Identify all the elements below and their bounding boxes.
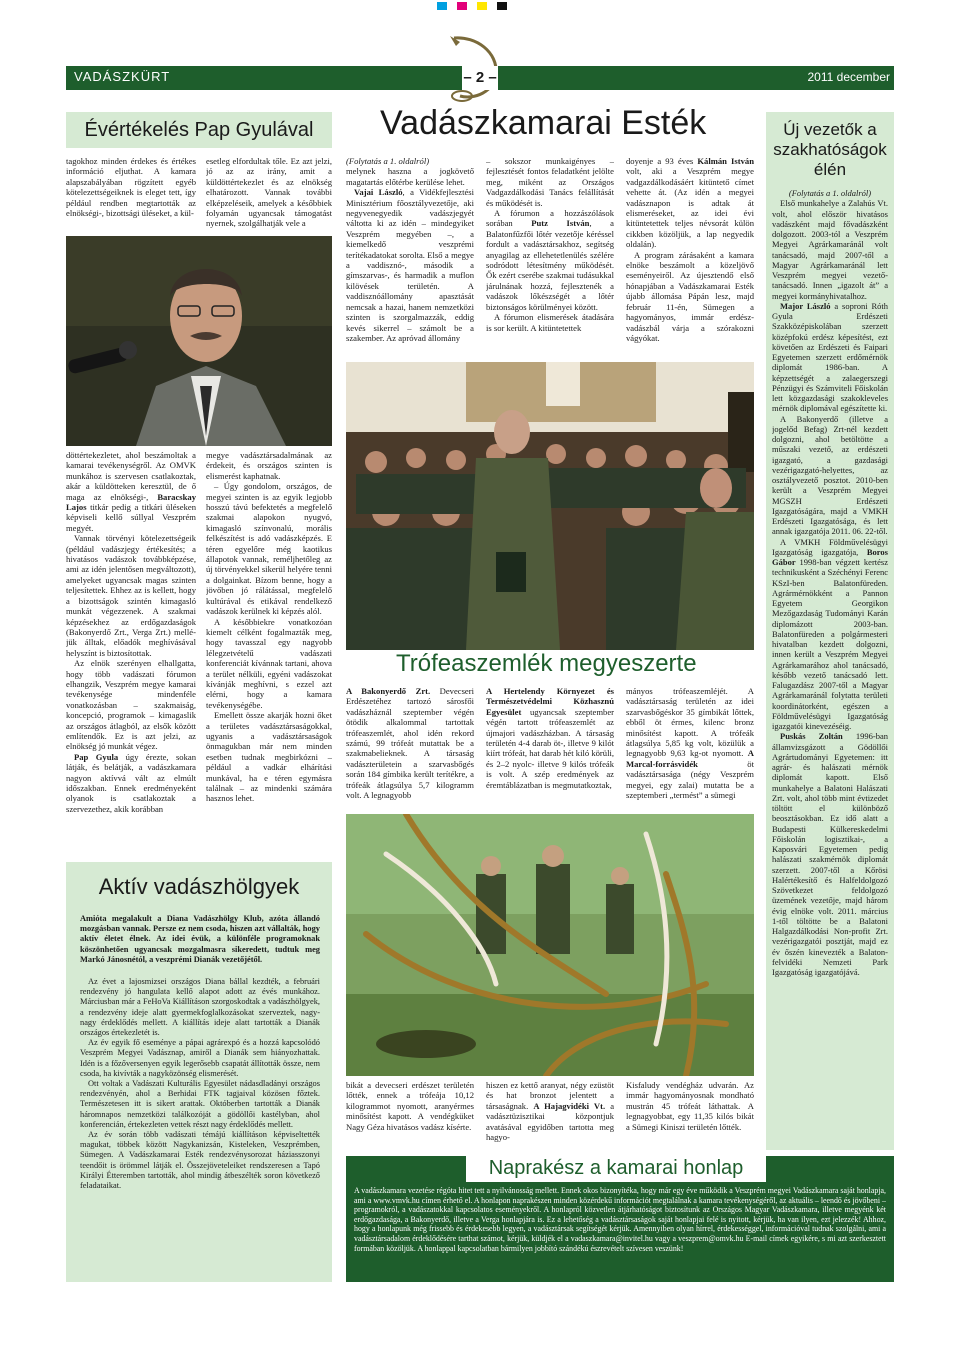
new-leaders-title: Új vezetők a szakhatóságok élén <box>773 120 887 179</box>
person-name: Puskás Zoltán <box>780 731 843 742</box>
evaluation-col1-top <box>66 156 196 232</box>
website-title: Naprakész a kamarai honlap <box>488 1157 744 1179</box>
person-name: Putz István <box>531 218 590 229</box>
evaluation-col2-top-text: esetleg elfordultak tőle. Ez azt jelzi, jó az az irány, amit a küldöttértekezlet és az elnökség elhatározott. Vannak további elképzeléseik, amelyek a későbbiek folyamán ugyancsak támogatást nyernek, szolgálhatják vele a <box>206 156 332 229</box>
continued-note: (Folytatás a 1. oldalról) <box>346 156 430 166</box>
evaluation-col1-top-text: tagokhoz minden érdekes és értékes információ eljuthat. A kamara alapszabályában rögzített egyéb kötelezettségeiknek is eleget tett, így például rendben megtartották az elnökségi-, bizottsági üléseket, a kül- <box>66 156 196 219</box>
evaluation-text: Az elnök szerényen elhallgatta, hogy több vadászati fórumon elhangzik, Veszprém megye kamarai tevékenysége mindenféle vonatkozásban – szakmaiság, koncepció, programok – kimagaslik az országos átlagból, az elsők között említendők. Ez is azt jelzi, az elnökség jó munkát végez. <box>66 658 196 752</box>
portrait-photo <box>66 236 332 446</box>
person-name: Kálmán István <box>697 156 754 166</box>
women-box <box>66 862 332 1282</box>
evaluation-text: titkár pedig a titkári üléseken képviseli kellő súllyal Veszprém megyét. <box>66 502 196 533</box>
header-brand: VADÁSZKÜRT <box>74 69 171 84</box>
audience-photo <box>346 362 754 650</box>
trophy-text: Kisfaludy vendégház udvarán. Az immár hagyományosnak mondható mustrán 45 trófeát láthattak. A legnagyobbat, egy 11,35 kilós bikát a Sümegi Kiniszi területén lőtték. <box>626 1080 754 1132</box>
trophy-text: Devecseri Erdészetéhez tartozó sárosfői vadászháznál szeptember végén ötödik alkalommal tartottak trófeaszemlét, ahol idén rekord számú, 99 trófeát mutattak be a szakmabelieknek. A társaság vadászterületein a szarvasbőgés során 184 gímbika került terítékre, a trófeák átlagsúlya 5,7 kilogramm volt. A legnagyobb <box>346 686 474 801</box>
trophy-text: hiszen ez kettő aranyat, négy ezüstöt és hat bronzot jelentett a társaságnak. <box>486 1080 614 1111</box>
website-text: A vadászkamara vezetése régóta hitet tett a nyilvánosság mellett. Ennek okos bizonyítéka, hogy már egy éve működik a Veszprém megyei Vadászkamara saját honlapja, ami a www.vmvk.hu címen érhető el. A honlapon naprakészen minden közérdekű információt megtalálnak a kamara tevékenységéről, az aktuális – leendő és jövőbeni – programokról, a vadászatokkal kapcsolatos eseményekről. A honlapról közvetlen átjárhatóságot biztosítunk az Országos Magyar Vadászkamara, illetve megyénk két erdőgazdasága, a Bakonyerdő, illetve a Verga honlapjára is. Ez a lehetőség a vadásztársaságok saját honlapjai felé is nyitott, kérjük, ha van ilyen, ezt jelezzék! Ahhoz, hogy a honlapunk még frissebb és érdekesebb legyen, a vadásztársak segítségét kérjük. Amennyiben olyan hírrel, érdekességgel, információval tudnak szolgálni, ami a vadásztársadalom érdeklődésére tarthat számot, kérjük, küldjék el a vadaszkamara@invitel.hu vagy a veszprem@omvk.hu E-mail címek egyikére, s mi azt szerkesztett formában közöljük. A honlappal kapcsolatban bármilyen jobbító szándékú észrevételt szívesen veszünk! <box>354 1186 886 1253</box>
new-leaders-text: A Bakonyerdő (illetve a jogelőd Befag) Zrt-nél kezdett dolgozni, ahol betöltötte a műszaki vezető, az erdészeti igazgató, a gazdasági vezérigazgató-helyettes, az osztályvezető posztot. 2010-ben került a Veszprém Megyei MGSZH Erdészeti Igazgatóságára, majd a VMKH Erdészeti Igazgatósága, és lett annak igazgatója 2011. 06. 22-től. <box>772 413 888 537</box>
est-text: A program zárásaként a kamara elnöke beszámolt a közeljövő eseményeiről. Az újesztendő első hónapjában a Vadászkamarai Esték újabb állomása Pápán lesz, majd február 11-én, Sümegen a hagyományos, immár erdész-vadászbál várja a szórakozni vágyókat. <box>626 249 754 343</box>
evaluation-text: úgy érezte, sokan látják, és belátják, a vadászkamara nagyon aktívvá vált az elmúlt időszakban. Ennek eredményeként olyanok is csatlakoztak a szervezethez, akik korábban <box>66 751 196 814</box>
evaluation-text: Vannak törvényi kötelezettségeik (például vadászjegy értékesítés; a hivatásos vadászok továbbképzése, ami az idén jelentősen megváltozott), amelyeket ugyancsak magas szinten teljesítettek. Ehhez az is kellett, hogy a bizottságok szintén kimagasló munkát végezzenek. A szakmai képzésekhez az erdőgazdaságok (Bakonyerdő Zrt., Verga Zrt.) melléjük álltak, előadók meghívásával helyszínt is biztosítottak. <box>66 533 196 658</box>
evaluation-col1-bottom <box>66 450 196 852</box>
women-lead: Amióta megalakult a Diana Vadászhölgy Klub, azóta állandó mozgásban vannak. Persze ez nem csoda, hiszen azt vállalták, hogy aktív életet élnek. Az idei évük, a különféle programoknak köszönhetően ugyancsak mozgalmasra sikeredett, tudtuk meg Markó Jánosnétól, a veszprémi Dianák vezetőjétől. <box>80 914 320 964</box>
trophy-text: ugyancsak szeptember végén tartott trófeaszemlét az újmajori vadászházban. A társaság területén 4-4 darab öt-, illetve 9 kilót kiírt trófeát, hat darab hét kiló körüli, és 2–2 nyolc- illetve 9 kilós trófeák is volt. A szép eredmények az éremtáblázatban is megmutatkoztak, <box>486 706 614 790</box>
evaluation-col2-top <box>206 156 332 232</box>
new-leaders-text: 1996-ban államvizsgázott a Gödöllői Agrártudományi Egyetemen: itt agrár- és halászati mérnök diplomát kapott. Első munkahelye a Balatoni Halászati Zrt. volt, ahol több mint évtizedet töltött el különböző beosztásokban. Ez idő alatt a Budapesti Külkereskedelmi Főiskolán logisztikai-, a Kaposvári Egyetemen pedig halászati szakmérnök diplomát szerzett. 2007-től a Kőrösi Halértékesítő és Halfeldolgozó Szövetkezet feldolgozó üzemének vezetője, majd három évig elnöke volt. 2011. március 1-től töltötte be a Balatoni Halgazdálkodási Non-profit Zrt. vezérigazgatói posztját, majd ez év őszén kinevezték a Balaton-felvidéki Nemzeti Park Igazgatóság igazgatójává. <box>772 731 888 977</box>
issue-date: 2011 december <box>807 70 890 84</box>
color-registration-marks <box>437 2 507 10</box>
trophy-col2 <box>486 686 614 812</box>
person-name: Major László <box>780 300 831 311</box>
trophy-col1 <box>346 686 474 812</box>
trophy-text: mányos trófeaszemléjét. A vadásztársaság területén az idei szarvasbőgéskor 35 gímbikát lőttek, ebből öt érmes, kilenc bronz minősítést kapott. A trófeák átlagsúlya 5,85 kg volt, közülük a legnagyobb 9,63 kg-ot nyomott. <box>626 686 754 759</box>
trophy-photo <box>346 814 754 1076</box>
new-leaders-body <box>772 188 888 1148</box>
est-col2 <box>486 156 614 356</box>
person-name: Vajai László <box>354 187 403 198</box>
evaluation-col2-bottom <box>206 450 332 852</box>
evaluation-text: megye vadásztársadalmának az érdekeit, és országos szinten is elismerést kaphatnak. <box>206 450 332 481</box>
evaluation-text: – Úgy gondolom, országos, de megyei szinten is az egyik legjobb hosszú távú befektetés a megfelelő szakmai alapokon nyugvó, kimagasló színvonalú, morális felkészítést is adó vadászképzés. E téren egyelőre még kaotikus állapotok vannak, reméljhetőleg az új törvényekkel sikerül helyére tenni a dolgainkat. Bízom benne, hogy a jövőben jó rálátással, megfelelő kultúrával és etikával rendelkező vadászok kerülnek ki képzés alól. <box>206 481 332 617</box>
continued-note: (Folytatás a 1. oldalról) <box>788 188 872 198</box>
trophy-bottom2 <box>486 1080 614 1152</box>
women-title: Aktív vadászhölgyek <box>98 874 300 899</box>
organization-name: A Marcal-forrásvidék <box>626 748 754 769</box>
est-text: , a Vidékfejlesztési Minisztérium főosztályvezetője, aki negyvenegyedik vadászjegyét váltotta ki az idén – mindegyiket Veszprém megyében –, a kiemelkedő veszprémi terítékadatokat sorolta. Első a megye a vaddisznó-, második a gímszarvas-, és harmadik a muflon kilövések területén. A vaddisznóállomány apasztását nemcsak a hazai, hanem nemzetközi szinten is szorgalmazzák, eddig kevés sikerrel – számolt be a szakember. Az apróvad állomány <box>346 187 474 343</box>
trophy-bottom3 <box>626 1080 754 1152</box>
est-text: A fórumon elismerések átadására is sor került. A kitüntetettek <box>486 312 614 333</box>
website-body <box>354 1186 886 1278</box>
est-text: volt, aki a Veszprém megye vadgazdálkodásáért kitüntető címet vehette át. (Az idén a megyei vadásznapon is adtak át elismeréseket, az idei évi kitüntetettek teljes névsorát külön cikkben közöljük, a lap negyedik oldalán). <box>626 166 754 250</box>
evaluation-text: A későbbiekre vonatkozóan kiemelt célként fogalmazták meg, hogy tavasszal egy nagyobb lélegzetvételű vadászati konferenciát kívánnak tartani, ahova a terület nélküli, egyéni vadászokat kívánják meghívni, s ezzel azt elérni, hogy a kamara tevékenységébe. <box>206 616 332 710</box>
organization-name: A Hertelendy Környezet és Természetvédelmi Közhasznú Egyesület <box>486 686 614 717</box>
person-name: Baracskay Lajos <box>66 491 196 513</box>
evaluation-text: Emellett össze akarják hozni őket a területes vadásztársaságokkal, ugyanis a vadásztársaságok önmagukban már nem minden esetben tudnak megbirkózni – például a vadkár elhárítási munkával, ha e téren egymásra találnak – az mindenki számára hasznos lehet. <box>206 710 332 804</box>
evaluation-title-box <box>66 112 332 148</box>
new-leaders-text: a soproni Róth Gyula Erdészeti Szakközépiskolában szerzett középfokú erdész képesítést, ezt követően az Erdészeti és Faipari Egyetemen szerzett erdőmérnök diplomát 1986-ban. A képzettségét a zalaegerszegi Pénzügyi és Számviteli Főiskolán lett közgazdasági szakokleveles mérnök diplomával egészítette ki. <box>772 300 888 414</box>
new-leaders-text: 1998-ban végzett kertész technikusként a Széchényi Ferenc KSzI-ben Balatonfüreden. Agrármérnökként a Pannon Egyetem Georgikon Mezőgazdaság Tudományi Karán diplomázott 2003-ban. Balatonfüreden a polgármesteri hivatalban kezdett dolgozni, innen került a Veszprém Megyei Agrárkamarához ahol tanácsadó, később vezető tanácsadó lett. Falugazdász 2007-től a Magyar Agrárkamaránál folytatta területi koordinátorként, egészen a Földművelésügyi Igazgatóság igazgatói kinevezéséig. <box>772 557 888 731</box>
website-box <box>346 1156 894 1282</box>
women-text: Az év során több vadászati témájú kiállításon képviseltették magukat, többek között Nagykanizsán, Kisteleken, Veszprémben, Sümegen. A Vadászkamarai Esték rendezvénysorozat háziasszonyi teendőit is örömmel látják el. Összejöveteleiket rendszeresen a Tapó Királyi Étteremben tartották, ahol mindig átbeszélték soron következő feladataikat. <box>80 1130 320 1191</box>
trophy-bottom1 <box>346 1080 474 1152</box>
est-text: A fórumon a hozzászólások sorában <box>486 208 614 229</box>
evaluation-title: Évértékelés Pap Gyulával <box>84 119 314 141</box>
est-title: Vadászkamarai Esték <box>380 104 707 142</box>
est-col3 <box>626 156 754 356</box>
trophy-text: öt vadásztársasága (négy Veszprém megyei, egy zalai) mutatta be a szeptemberi „termést” a sümegi <box>626 758 754 801</box>
women-text: Ott voltak a Vadászati Kulturális Egyesület nádasdladányi országos rendezvényén, ahol a Berhidai FTK tagjaival közösen főztek. Természetesen itt is sikert arattak. Októberben tartották a Dianák háromnapos nemzetközi találkozóját a gödöllői kastélyban, ahol konferencián, értekezleten vettek részt nagy érdeklődés mellett. <box>80 1079 320 1129</box>
organization-name: A Hajagvidéki Vt. <box>533 1100 606 1111</box>
new-leaders-box <box>766 112 894 1150</box>
organization-name: A Bakonyerdő Zrt. <box>346 686 431 696</box>
evaluation-text: döttértekezletet, ahol beszámoltak a kamarai tevékenységről. Az OMVK munkához is szervesen csatlakoztak, akár a küldötteken keresztül, de ő maga az elnökségi-, <box>66 450 196 502</box>
est-col1 <box>346 156 474 356</box>
trophy-col3 <box>626 686 754 812</box>
est-text: doyenje a 93 éves <box>626 156 698 166</box>
page-number: – 2 – <box>462 66 498 90</box>
est-text: – sokszor munkaigényes – fejlesztését fontos feladatként jelölte meg, miként az Országos Vadgazdálkodási Tanács felállítását és működését is. <box>486 156 614 208</box>
new-leaders-text: Első munkahelye a Zalahús Vt. volt, ahol először hivatásos vadászként majd fővadászként dolgozott. 2003-tól a Veszprém Megyei Agrárkamaránál volt tanácsadó, majd 2007-től a Magyar Agrárkamaránál lett Veszprém megyei vezető-tanácsadó. Innen „igazolt át” a megyei kormányhivatalhoz. <box>772 198 888 301</box>
women-body <box>80 914 320 1278</box>
trophy-title: Trófeaszemlék megyeszerte <box>396 650 697 677</box>
person-name: Pap Gyula <box>74 751 119 762</box>
women-text: Az év egyik fő eseménye a pápai agrárexpó és a hozzá kapcsolódó Veszprém Megyei Vadásznap, amiről a Dianák sem hiányozhattak. Idén is a főzőversenyen egyik legerősebb csapatát állították össze, nem csoda, ha kivívták a nagyközönség elismerését. <box>80 1038 320 1078</box>
person-name: Boros Gábor <box>772 546 888 567</box>
est-text: , a Balatonfűzfői lőtér vezetője kéréssel fordult a vadásztársakhoz, segítség anyagilag az ellehetetlenülés szélére sodródott létesítmény működését. Ők ezért cserébe szakmai tudásukkal járulnának hozzá, fejlesztenék a vadászok lőkészségét a lőtér biztonságos körülményei között. <box>486 218 614 312</box>
women-text: Az évet a lajosmizsei országos Diana bállal kezdték, a februári rendezvény jó hangulata kellő alapot adott az évés munkához. Márciusban már a FeHoVa Kiállításon szorgoskodtak a vadászhölgyek, a rendezvény ideje alatt gyermekfoglalkozásokat szerveztek, nagy-nagy érdeklődés mellett. A kiállítás ideje alatt tartották a Dianák országos értekezletét is. <box>80 977 320 1038</box>
est-text: melynek haszna a jogkövető magatartás előtérbe kerülése lehet. <box>346 166 474 187</box>
new-leaders-text: A VMKH Földművelésügyi Igazgatóság igazgatója, <box>772 536 888 557</box>
trophy-text: bikát a devecseri erdészet területén lőtték, ennek a trófeája 10,12 kilogrammot nyomott, aranyérmes minősítést kapott. A vendégküket Nagy Géza hivatásos vadász kísérte. <box>346 1080 474 1132</box>
trophy-text: a vadásztüzisztikai központjuk avatásával egyidőben tartotta meg hagyo- <box>486 1100 614 1143</box>
